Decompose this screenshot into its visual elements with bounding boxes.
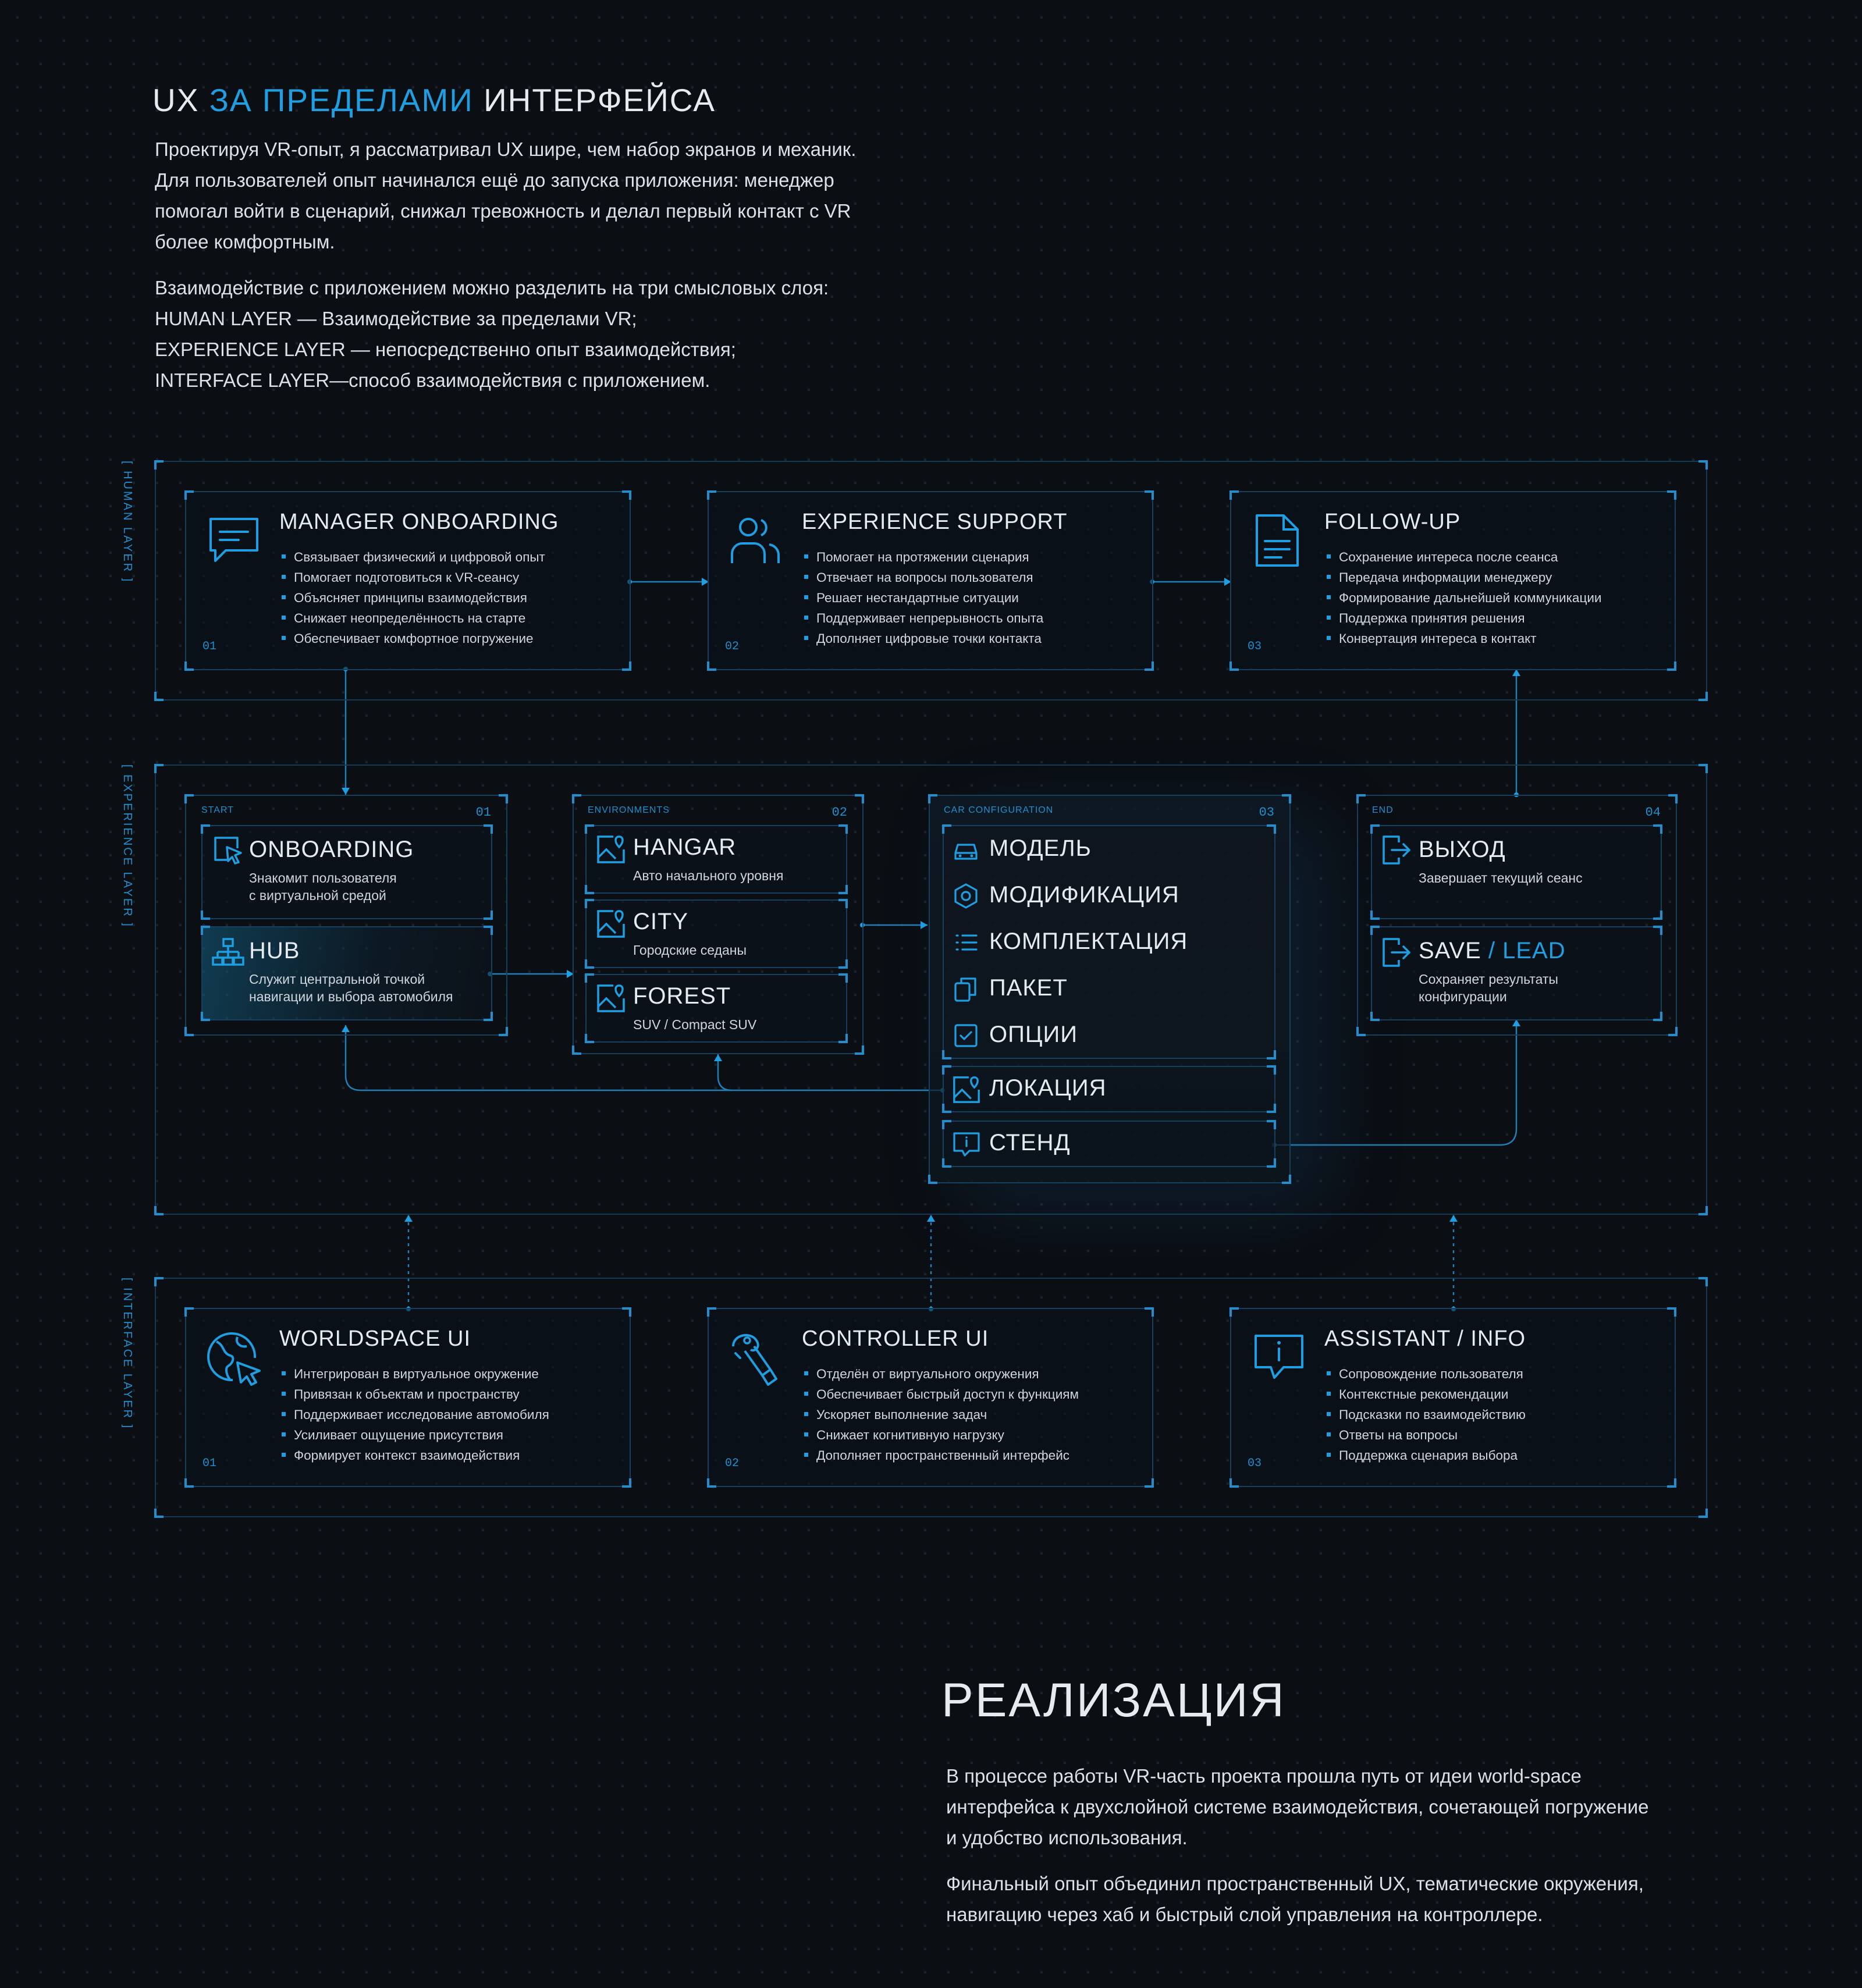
location-label: ЛОКАЦИЯ — [989, 1075, 1107, 1101]
group-tag: CAR CONFIGURATION — [944, 805, 1054, 815]
card-title: EXPERIENCE SUPPORT — [802, 510, 1068, 534]
card-feature-list: Отделён от виртуального окружения Обеспечивает быстрый доступ к функциям Ускоряет выполнение задач Снижает когнитивную нагрузку Дополняет пространственный интерфейс — [804, 1364, 1079, 1466]
hub-step[interactable] — [201, 926, 492, 1020]
group-tag: END — [1372, 805, 1394, 815]
card-number: 02 — [725, 1457, 740, 1470]
copy-icon — [952, 975, 980, 1003]
follow-up-card — [1230, 491, 1676, 670]
environment-description: SUV / Compact SUV — [633, 1017, 757, 1032]
group-tag: START — [201, 805, 234, 815]
intro-text — [155, 134, 969, 411]
environment-title: CITY — [633, 909, 689, 934]
group-tag: ENVIRONMENTS — [588, 805, 670, 815]
save-lead-step[interactable] — [1371, 926, 1662, 1020]
globe-cursor-icon — [205, 1330, 263, 1386]
info-chat-icon — [1251, 1330, 1307, 1386]
intro-paragraph-1: Проектируя VR-опыт, я рассматривал UX шире, чем набор экранов и механик. Для пользователей опыт начинался ещё до запуска приложения: менеджер помогал войти в сценарий, снижал тревожность и делал первый контакт с VR более комфортным. — [155, 138, 857, 252]
image-pin-icon — [596, 909, 626, 939]
card-number: 01 — [202, 640, 217, 653]
card-feature-list: Помогает на протяжении сценария Отвечает на вопросы пользователя Решает нестандартные ситуации Поддерживает непрерывность опыта Дополняет цифровые точки контакта — [804, 547, 1043, 649]
onboarding-step[interactable] — [201, 825, 492, 919]
environment-title: FOREST — [633, 983, 731, 1009]
card-title: ASSISTANT / INFO — [1324, 1326, 1526, 1351]
stand-option[interactable] — [943, 1121, 1275, 1167]
config-item-modification[interactable]: МОДИФИКАЦИЯ — [989, 882, 1179, 908]
card-number: 03 — [1248, 1457, 1262, 1470]
realization-text — [946, 1761, 1819, 1945]
hangar-environment[interactable] — [585, 825, 847, 894]
card-number: 03 — [1248, 640, 1262, 653]
card-number: 01 — [202, 1457, 217, 1470]
step-description: Служит центральной точкой навигации и выбора автомобиля — [249, 972, 453, 1004]
environment-description: Авто начального уровня — [633, 868, 784, 883]
step-title: SAVE / LEAD — [1419, 938, 1566, 963]
forest-environment[interactable] — [585, 974, 847, 1043]
city-environment[interactable] — [585, 899, 847, 968]
step-title: HUB — [249, 938, 300, 963]
card-feature-list: Интегрирован в виртуальное окружение Привязан к объектам и пространству Поддерживает исследование автомобиля Усиливает ощущение присутствия Формирует контекст взаимодействия — [282, 1364, 549, 1466]
exit-icon — [1381, 937, 1413, 968]
group-number: 03 — [1259, 805, 1274, 820]
controller-ui-card — [708, 1308, 1153, 1487]
card-title: WORLDSPACE UI — [279, 1326, 471, 1351]
realization-paragraph-2: Финальный опыт объединил пространственный UX, тематические окружения, навигацию через хаб и быстрый слой управления на контроллере. — [946, 1873, 1644, 1925]
step-description: Знакомит пользователя с виртуальной средой — [249, 870, 397, 903]
assistant-info-card — [1230, 1308, 1676, 1487]
card-feature-list: Сохранение интереса после сеанса Передача информации менеджеру Формирование дальнейшей коммуникации Поддержка принятия решения Конвертация интереса в контакт — [1327, 547, 1601, 649]
image-pin-icon — [596, 983, 626, 1013]
controller-icon — [727, 1329, 786, 1393]
card-feature-list: Сопровождение пользователя Контекстные рекомендации Подсказки по взаимодействию Ответы на вопросы Поддержка сценария выбора — [1327, 1364, 1526, 1466]
image-pin-icon — [596, 834, 626, 865]
step-description: Сохраняет результаты конфигурации — [1419, 972, 1558, 1004]
group-number: 01 — [475, 805, 491, 820]
card-title: FOLLOW-UP — [1324, 510, 1461, 534]
experience-layer-label: [ EXPERIENCE LAYER ] — [121, 764, 134, 928]
info-chat-icon — [952, 1130, 981, 1159]
exit-step[interactable] — [1371, 825, 1662, 919]
step-description: Завершает текущий сеанс — [1419, 870, 1583, 885]
group-number: 02 — [831, 805, 847, 820]
config-item-model[interactable]: МОДЕЛЬ — [989, 835, 1092, 861]
manager-onboarding-card — [185, 491, 631, 670]
group-number: 04 — [1645, 805, 1661, 820]
intro-paragraph-2: Взаимодействие с приложением можно разделить на три смысловых слоя: HUMAN LAYER — Взаимодействие за пределами VR; EXPERIENCE LAYER — непосредственно опыт взаимодействия; INTERFACE LAYER—способ взаимодействия с приложением. — [155, 277, 829, 391]
card-title: CONTROLLER UI — [802, 1326, 989, 1351]
chat-icon — [206, 513, 262, 569]
interface-layer-label: [ INTERFACE LAYER ] — [121, 1278, 134, 1430]
page-title: UX ЗА ПРЕДЕЛАМИ ИНТЕРФЕЙСА — [152, 82, 716, 118]
environment-title: HANGAR — [633, 834, 737, 860]
step-title: ВЫХОД — [1419, 837, 1506, 862]
card-number: 02 — [725, 640, 740, 653]
document-icon — [1253, 512, 1302, 570]
worldspace-ui-card — [185, 1308, 631, 1487]
cursor-window-icon — [212, 834, 244, 867]
car-icon — [952, 835, 980, 863]
environment-description: Городские седаны — [633, 943, 747, 958]
human-layer-label: [ HUMAN LAYER ] — [121, 461, 134, 584]
hierarchy-icon — [212, 937, 244, 969]
experience-support-card — [708, 491, 1153, 670]
realization-paragraph-1: В процессе работы VR-часть проекта прошла путь от идеи world-space интерфейса к двухслойной системе взаимодействия, сочетающей погружение и удобство использования. — [946, 1765, 1649, 1848]
image-pin-icon — [952, 1075, 981, 1104]
step-title: ONBOARDING — [249, 837, 414, 862]
stand-label: СТЕНД — [989, 1130, 1071, 1155]
list-icon — [952, 929, 980, 956]
config-item-package[interactable]: ПАКЕТ — [989, 975, 1068, 1001]
card-title: MANAGER ONBOARDING — [279, 510, 559, 534]
config-item-options[interactable]: ОПЦИИ — [989, 1022, 1078, 1047]
realization-title: РЕАЛИЗАЦИЯ — [941, 1674, 1286, 1727]
checkbox-icon — [952, 1022, 980, 1050]
exit-icon — [1381, 834, 1413, 866]
hexagon-nut-icon — [952, 882, 980, 910]
location-option[interactable] — [943, 1066, 1275, 1112]
card-feature-list: Связывает физический и цифровой опыт Помогает подготовиться к VR-сеансу Объясняет принципы взаимодействия Снижает неопределённость на старте Обеспечивает комфортное погружение — [282, 547, 545, 649]
users-icon — [726, 512, 784, 570]
config-item-trim[interactable]: КОМПЛЕКТАЦИЯ — [989, 929, 1188, 954]
